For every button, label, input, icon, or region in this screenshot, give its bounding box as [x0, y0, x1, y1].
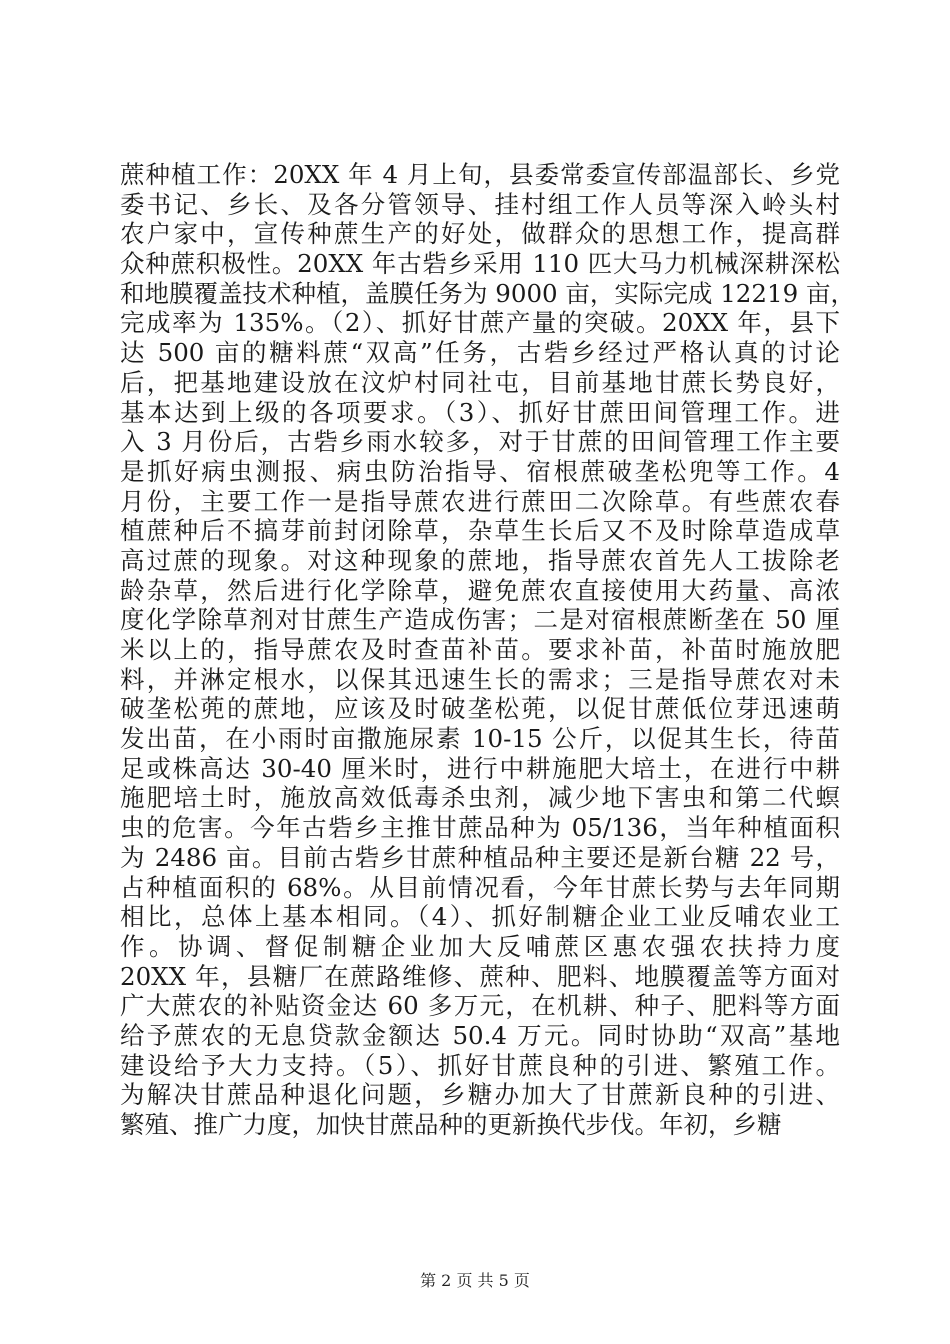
text-line: 基本达到上级的各项要求。（3）、抓好甘蔗田间管理工作。进 — [120, 397, 840, 427]
document-body — [120, 160, 855, 1140]
text-line: 繁殖、推广力度，加快甘蔗品种的更新换代步伐。年初，乡糖 — [120, 1110, 782, 1139]
text-line: 施肥培土时，施放高效低毒杀虫剂，减少地下害虫和第二代螟 — [120, 783, 840, 813]
text-line: 月份，主要工作一是指导蔗农进行蔗田二次除草。有些蔗农春 — [120, 486, 840, 516]
text-line: 是抓好病虫测报、病虫防治指导、宿根蔗破垄松兜等工作。4 — [120, 456, 840, 486]
text-line: 达 500 亩的糖料蔗“双高”任务，古砦乡经过严格认真的讨论 — [120, 338, 840, 368]
text-line: 为解决甘蔗品种退化问题，乡糖办加大了甘蔗新良种的引进、 — [120, 1080, 840, 1110]
text-line: 植蔗种后不搞芽前封闭除草，杂草生长后又不及时除草造成草 — [120, 516, 840, 546]
text-line: 入 3 月份后，古砦乡雨水较多，对于甘蔗的田间管理工作主要 — [120, 427, 840, 457]
text-line: 占种植面积的 68%。从目前情况看，今年甘蔗长势与去年同期 — [120, 872, 840, 902]
text-line: 度化学除草剂对甘蔗生产造成伤害；二是对宿根蔗断垄在 50 厘 — [120, 605, 840, 635]
text-line: 龄杂草，然后进行化学除草，避免蔗农直接使用大药量、高浓 — [120, 575, 840, 605]
text-line: 农户家中，宣传种蔗生产的好处，做群众的思想工作，提高群 — [120, 219, 840, 249]
text-line: 众种蔗积极性。20XX 年古砦乡采用 110 匹大马力机械深耕深松 — [120, 249, 840, 279]
text-line: 发出苗，在小雨时亩撒施尿素 10-15 公斤，以促其生长，待苗 — [120, 724, 840, 754]
text-line: 建设给予大力支持。（5）、抓好甘蔗良种的引进、繁殖工作。 — [120, 1050, 840, 1080]
text-line: 蔗种植工作：20XX 年 4 月上旬，县委常委宣传部温部长、乡党 — [120, 160, 840, 189]
text-line: 高过蔗的现象。对这种现象的蔗地，指导蔗农首先人工拔除老 — [120, 545, 840, 575]
text-line: 足或株高达 30-40 厘米时，进行中耕施肥大培土，在进行中耕 — [120, 753, 840, 783]
text-line: 给予蔗农的无息贷款金额达 50.4 万元。同时协助“双高”基地 — [120, 1020, 840, 1050]
text-line: 料，并淋定根水，以保其迅速生长的需求；三是指导蔗农对未 — [120, 664, 840, 694]
text-line: 20XX 年，县糖厂在蔗路维修、蔗种、肥料、地膜覆盖等方面对 — [120, 961, 840, 991]
text-line: 破垄松蔸的蔗地，应该及时破垄松蔸，以促甘蔗低位芽迅速萌 — [120, 694, 840, 724]
page-number-footer: 第 2 页 共 5 页 — [420, 1271, 530, 1290]
text-line: 广大蔗农的补贴资金达 60 多万元，在机耕、种子、肥料等方面 — [120, 991, 840, 1021]
text-line: 委书记、乡长、及各分管领导、挂村组工作人员等深入岭头村 — [120, 189, 840, 219]
text-line: 米以上的，指导蔗农及时查苗补苗。要求补苗，补苗时施放肥 — [120, 635, 840, 664]
text-line: 完成率为 135%。（2）、抓好甘蔗产量的突破。20XX 年，县下 — [120, 308, 840, 338]
text-line: 相比，总体上基本相同。（4）、抓好制糖企业工业反哺农业工 — [120, 902, 840, 932]
text-line: 和地膜覆盖技术种植，盖膜任务为 9000 亩，实际完成 12219 亩， — [120, 278, 855, 308]
text-line: 为 2486 亩。目前古砦乡甘蔗种植品种主要还是新台糖 22 号， — [120, 842, 840, 872]
text-line: 后，把基地建设放在汶炉村同社屯，目前基地甘蔗长势良好， — [120, 367, 840, 397]
text-line: 作。协调、督促制糖企业加大反哺蔗区惠农强农扶持力度 — [120, 931, 840, 961]
text-line: 虫的危害。今年古砦乡主推甘蔗品种为 05/136，当年种植面积 — [120, 813, 840, 843]
